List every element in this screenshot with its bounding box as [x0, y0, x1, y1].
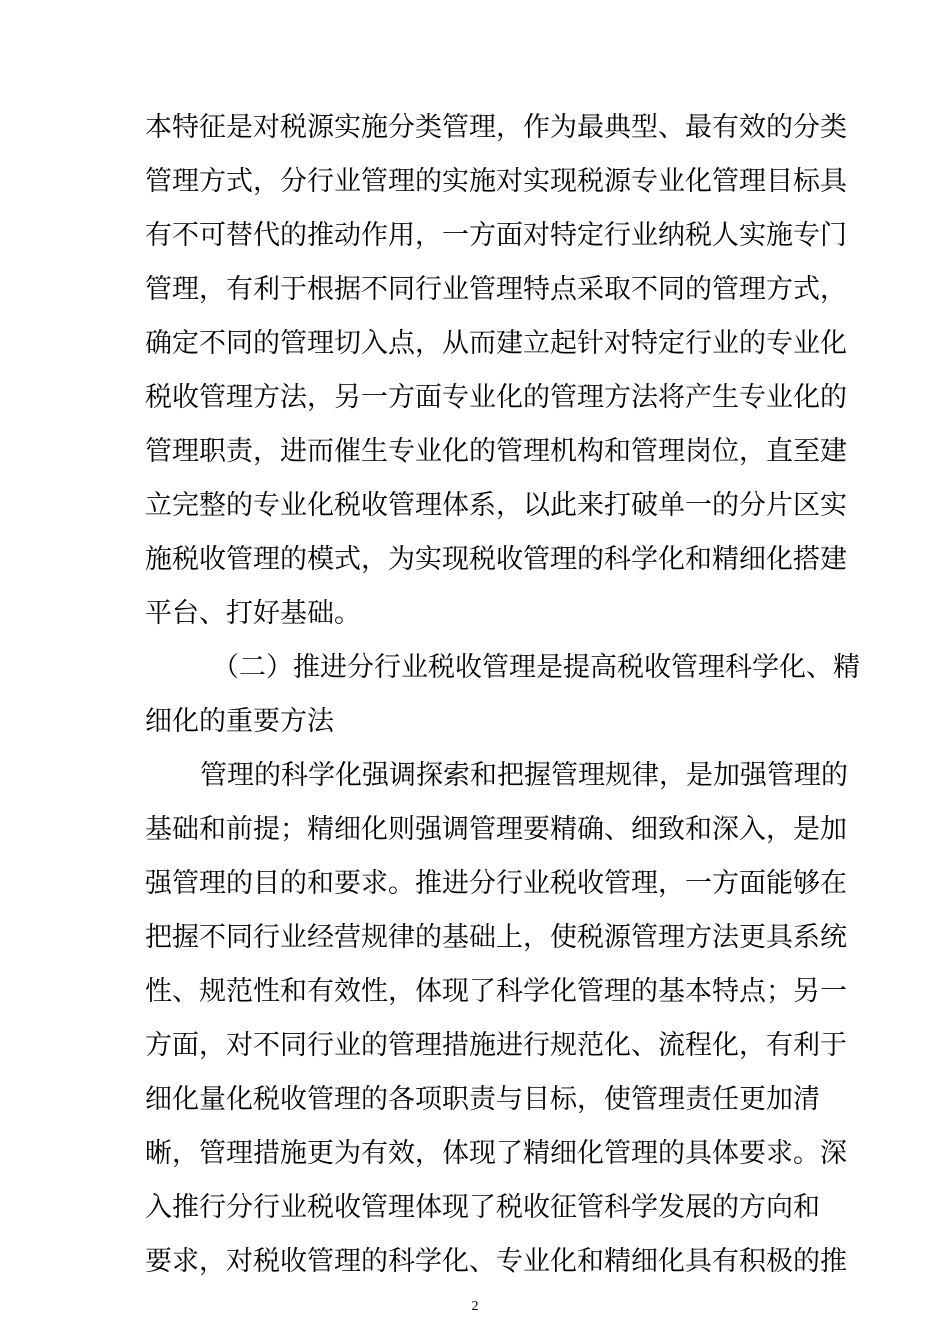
page-number: 2 — [471, 1299, 479, 1314]
text-line: 管理，有利于根据不同行业管理特点采取不同的管理方式， — [145, 274, 847, 305]
text-line: 方面，对不同行业的管理措施进行规范化、流程化，有利于 — [145, 1030, 847, 1061]
section-heading-continuation: 细化的重要方法 — [145, 706, 334, 737]
text-line: 管理的科学化强调探索和把握管理规律，是加强管理的 — [200, 760, 848, 791]
text-line: 细化量化税收管理的各项职责与目标，使管理责任更加清 — [145, 1084, 820, 1115]
text-line: 立完整的专业化税收管理体系，以此来打破单一的分片区实 — [145, 490, 847, 521]
text-line: 税收管理方法，另一方面专业化的管理方法将产生专业化的 — [145, 382, 847, 413]
text-line: 性、规范性和有效性，体现了科学化管理的基本特点；另一 — [145, 976, 847, 1007]
text-line: 施税收管理的模式，为实现税收管理的科学化和精细化搭建 — [145, 544, 847, 575]
text-line: 强管理的目的和要求。推进分行业税收管理，一方面能够在 — [145, 868, 847, 899]
section-heading: （二）推进分行业税收管理是提高税收管理科学化、精 — [212, 652, 860, 683]
text-line: 平台、打好基础。 — [145, 598, 361, 629]
text-line: 晰，管理措施更为有效，体现了精细化管理的具体要求。深 — [145, 1138, 847, 1169]
text-line: 有不可替代的推动作用，一方面对特定行业纳税人实施专门 — [145, 220, 847, 251]
text-line: 管理方式，分行业管理的实施对实现税源专业化管理目标具 — [145, 166, 847, 197]
text-line: 把握不同行业经营规律的基础上，使税源管理方法更具系统 — [145, 922, 847, 953]
text-line: 确定不同的管理切入点，从而建立起针对特定行业的专业化 — [145, 328, 847, 359]
text-line: 基础和前提；精细化则强调管理要精确、细致和深入，是加 — [145, 814, 847, 845]
text-line: 要求，对税收管理的科学化、专业化和精细化具有积极的推 — [145, 1246, 847, 1277]
text-line: 本特征是对税源实施分类管理，作为最典型、最有效的分类 — [145, 112, 847, 143]
text-line: 入推行分行业税收管理体现了税收征管科学发展的方向和 — [145, 1192, 820, 1223]
text-line: 管理职责，进而催生专业化的管理机构和管理岗位，直至建 — [145, 436, 847, 467]
